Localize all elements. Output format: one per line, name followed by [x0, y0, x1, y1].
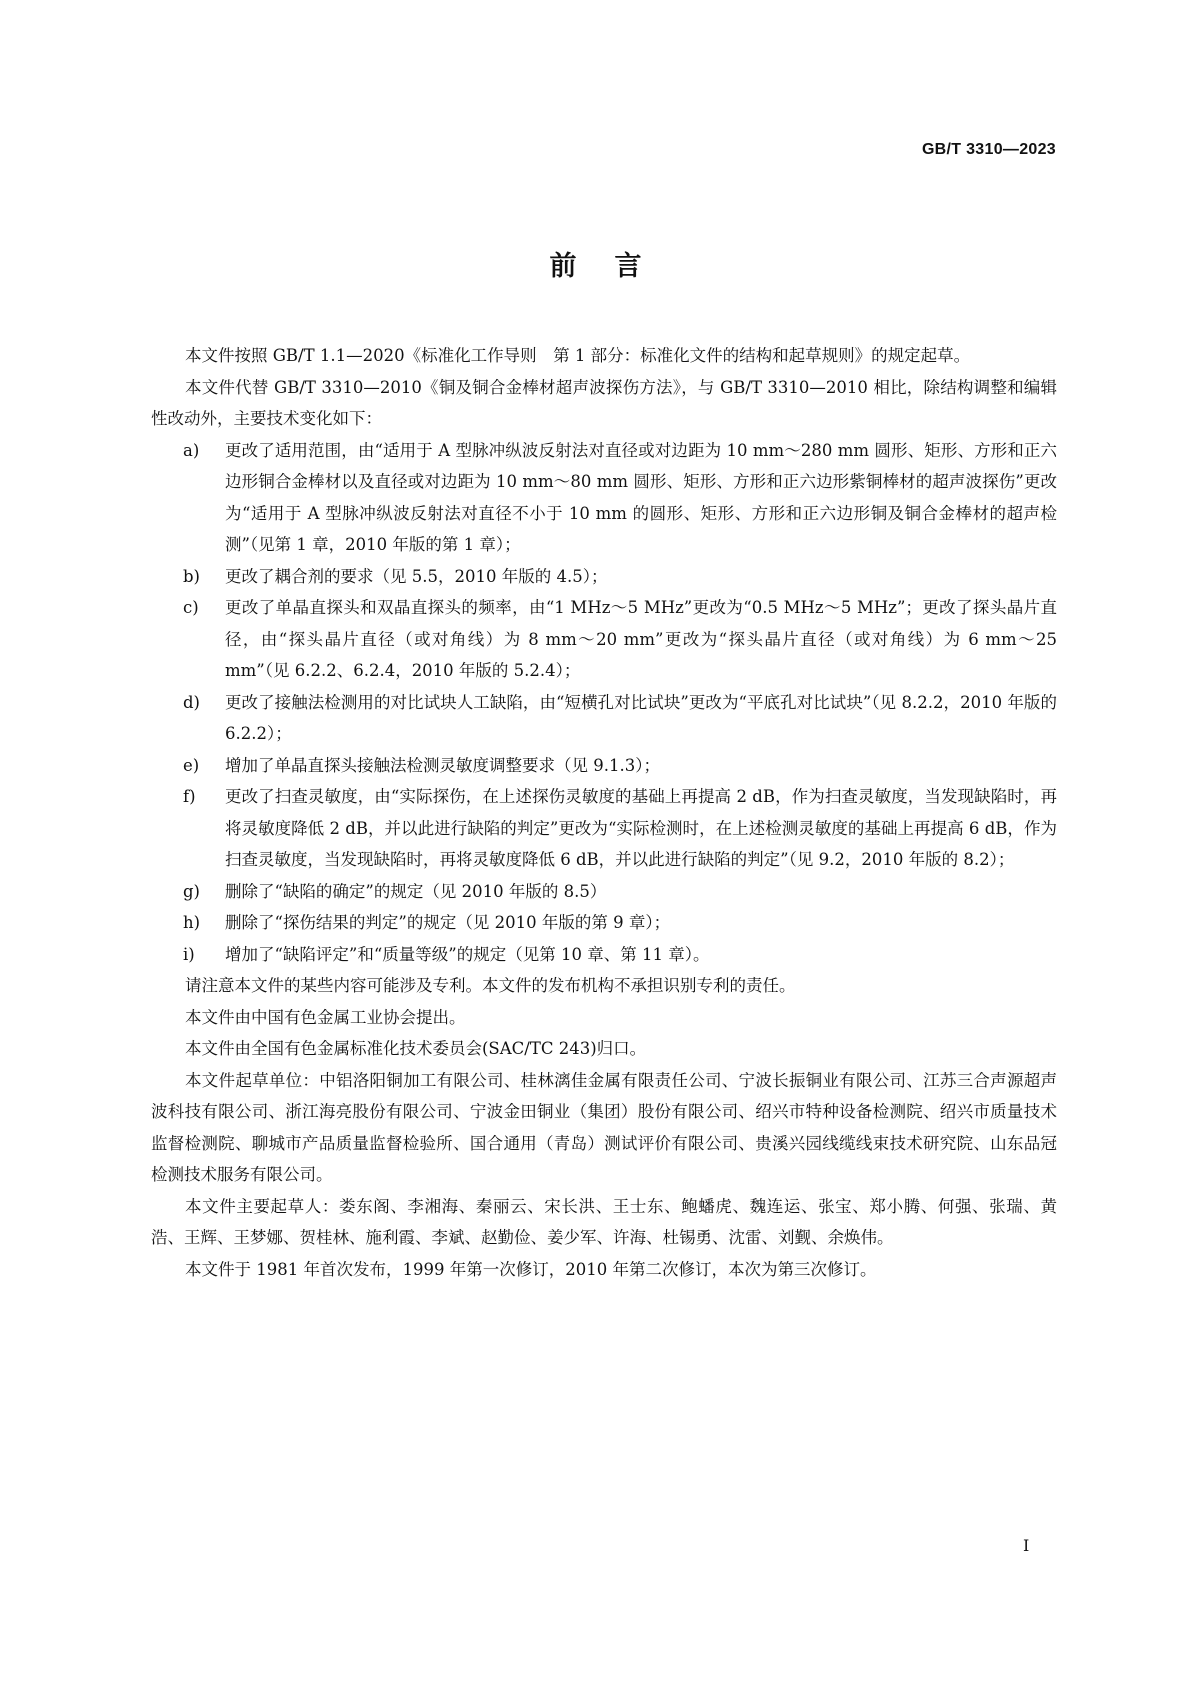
list-item [151, 561, 1057, 593]
intro-paragraph: 本文件按照 GB/T 1.1—2020《标准化工作导则 第 1 部分：标准化文件的结构和起草规则》的规定起草。 [185, 346, 971, 365]
drafters-paragraph: 本文件主要起草人：娄东阁、李湘海、秦丽云、宋长洪、王士东、鲍蟠虎、魏连运、张宝、郑小腾、何强、张瑞、黄浩、王辉、王梦娜、贺桂林、施利霞、李斌、赵勤俭、姜少军、许海、杜锡勇、沈雷、刘觐、余焕伟。 [151, 1196, 1057, 1247]
list-marker: c) [183, 598, 199, 617]
list-item [151, 592, 1057, 687]
committee-paragraph: 本文件由全国有色金属标准化技术委员会(SAC/TC 243)归口。 [185, 1039, 647, 1058]
list-item-text: 更改了适用范围，由“适用于 A 型脉冲纵波反射法对直径或对边距为 10 mm～280 mm 圆形、矩形、方形和正六边形铜合金棒材以及直径或对边距为 10 mm～80 mm 圆形、矩形、方形和正六边形紫铜棒材的超声波探伤”更改为“适用于 A 型脉冲纵波反射法对直径不小于 10 mm 的圆形、矩形、方形和正六边形铜及铜合金棒材的超声检测”（见第 1 章，2010 年版的第 1 章）； [225, 440, 1057, 554]
page-number: I [1023, 1536, 1030, 1555]
list-item-text: 更改了接触法检测用的对比试块人工缺陷，由“短横孔对比试块”更改为“平底孔对比试块”（见 8.2.2，2010 年版的 6.2.2）； [225, 692, 1057, 743]
list-marker: f) [183, 787, 196, 806]
list-item-text: 更改了单晶直探头和双晶直探头的频率，由“1 MHz～5 MHz”更改为“0.5 MHz～5 MHz”；更改了探头晶片直径，由“探头晶片直径（或对角线）为 8 mm～20 mm”更改为“探头晶片直径（或对角线）为 6 mm～25 mm”（见 6.2.2、6.2.4，2010 年版的 5.2.4）； [225, 598, 1057, 680]
list-marker: b) [183, 566, 200, 586]
list-item [151, 687, 1057, 750]
list-item-text: 删除了“缺陷的确定”的规定（见 2010 年版的 8.5） [225, 881, 607, 901]
list-item [151, 750, 1057, 782]
list-item-text: 增加了单晶直探头接触法检测灵敏度调整要求（见 9.1.3）； [225, 755, 660, 775]
list-item [151, 939, 1057, 971]
list-item-text: 更改了扫查灵敏度，由“实际探伤，在上述探伤灵敏度的基础上再提高 2 dB，作为扫查灵敏度，当发现缺陷时，再将灵敏度降低 2 dB，并以此进行缺陷的判定”更改为“实际检测时，在上述检测灵敏度的基础上再提高 6 dB，作为扫查灵敏度，当发现缺陷时，再将灵敏度降低 6 dB，并以此进行缺陷的判定”（见 9.2，2010 年版的 8.2）； [225, 787, 1057, 869]
standard-code: GB/T 3310—2023 [921, 141, 1056, 158]
list-marker: d) [183, 692, 200, 712]
list-item [151, 435, 1057, 561]
list-item-text: 删除了“探伤结果的判定”的规定（见 2010 年版的第 9 章）； [225, 913, 671, 932]
list-marker: g) [183, 881, 200, 901]
list-marker: i) [183, 944, 195, 964]
list-item-text: 更改了耦合剂的要求（见 5.5，2010 年版的 4.5）； [225, 566, 608, 586]
proposer-paragraph: 本文件由中国有色金属工业协会提出。 [185, 1007, 466, 1027]
list-item [151, 907, 1057, 939]
list-item [151, 876, 1057, 908]
changes-list [151, 435, 1057, 971]
list-item [151, 781, 1057, 876]
history-paragraph: 本文件于 1981 年首次发布，1999 年第一次修订，2010 年第二次修订，本次为第三次修订。 [185, 1259, 877, 1279]
patent-notice: 请注意本文件的某些内容可能涉及专利。本文件的发布机构不承担识别专利的责任。 [185, 976, 796, 995]
list-marker: e) [183, 755, 200, 775]
list-item-text: 增加了“缺陷评定”和“质量等级”的规定（见第 10 章、第 11 章）。 [225, 944, 710, 964]
page-title: 前言 [549, 251, 680, 282]
list-marker: a) [183, 440, 200, 460]
drafting-units-paragraph: 本文件起草单位：中铝洛阳铜加工有限公司、桂林漓佳金属有限责任公司、宁波长振铜业有限公司、江苏三合声源超声波科技有限公司、浙江海亮股份有限公司、宁波金田铜业（集团）股份有限公司、绍兴市特种设备检测院、绍兴市质量技术监督检测院、聊城市产品质量监督检验所、国合通用（青岛）测试评价有限公司、贵溪兴园线缆线束技术研究院、山东品冠检测技术服务有限公司。 [151, 1070, 1057, 1184]
intro-paragraph: 本文件代替 GB/T 3310—2010《铜及铜合金棒材超声波探伤方法》，与 GB/T 3310—2010 相比，除结构调整和编辑性改动外，主要技术变化如下： [151, 377, 1057, 428]
document-body [151, 340, 1057, 1285]
list-marker: h) [183, 913, 201, 932]
